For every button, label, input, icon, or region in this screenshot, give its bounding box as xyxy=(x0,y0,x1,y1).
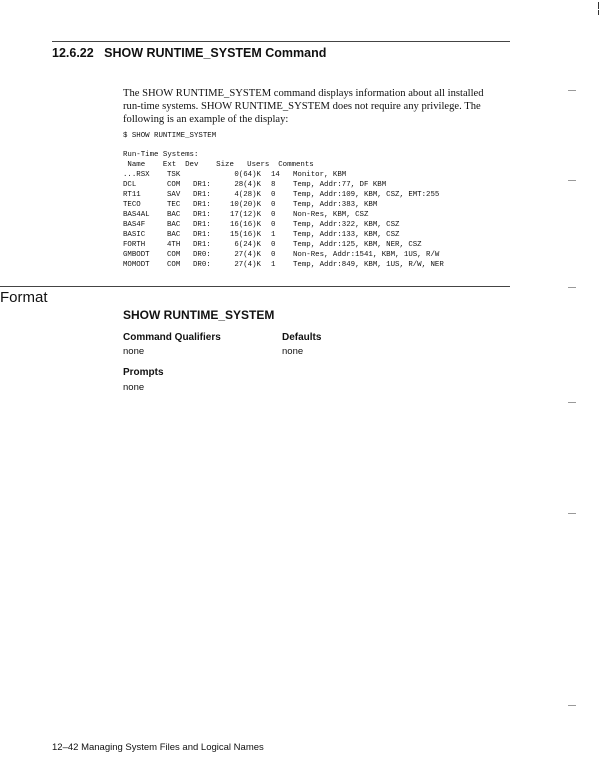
table-row xyxy=(123,250,444,260)
format-command: SHOW RUNTIME_SYSTEM xyxy=(123,308,275,322)
cell-users: 8 xyxy=(271,181,276,190)
table-row xyxy=(123,210,444,220)
cell-ext: COM xyxy=(167,251,181,260)
edge-mark xyxy=(598,10,599,15)
cell-comments: Monitor, KBM xyxy=(293,171,347,179)
cell-dev: DR1: xyxy=(193,231,211,240)
table-row xyxy=(123,240,444,250)
cell-name: ...RSX xyxy=(123,171,150,179)
section-title: SHOW RUNTIME_SYSTEM Command xyxy=(104,46,327,60)
cell-dev: DR1: xyxy=(193,241,211,250)
cell-comments: Temp, Addr:133, KBM, CSZ xyxy=(293,231,400,240)
table-row xyxy=(123,170,444,180)
cell-name: MOMODT xyxy=(123,261,150,270)
cell-comments: Temp, Addr:77, DF KBM xyxy=(293,181,387,190)
qualifiers-value: none xyxy=(123,346,145,357)
cell-name: BAS4F xyxy=(123,221,146,230)
section-number: 12.6.22 xyxy=(52,46,94,60)
prompts-label: Prompts xyxy=(123,367,164,378)
cell-dev: DR1: xyxy=(193,221,211,230)
cell-name: DCL xyxy=(123,181,137,190)
cell-dev: DR1: xyxy=(193,201,211,210)
example-command: $ SHOW RUNTIME_SYSTEM xyxy=(123,132,217,140)
table-row xyxy=(123,200,444,210)
cell-comments: Temp, Addr:383, KBM xyxy=(293,201,378,210)
section-rule xyxy=(52,41,510,42)
cell-ext: 4TH xyxy=(167,241,181,250)
cell-users: 0 xyxy=(271,211,276,220)
prompts-value: none xyxy=(123,382,145,393)
display-title: Run-Time Systems: xyxy=(123,151,199,159)
cell-ext: COM xyxy=(167,261,181,270)
cell-ext: TEC xyxy=(167,201,181,210)
margin-mark xyxy=(568,402,576,403)
cell-dev: DR1: xyxy=(193,181,211,190)
cell-name: TECO xyxy=(123,201,141,210)
cell-dev: DR0: xyxy=(193,251,211,260)
cell-comments: Temp, Addr:849, KBM, 1US, R/W, NER xyxy=(293,261,444,270)
table-row xyxy=(123,190,444,200)
cell-name: BAS4AL xyxy=(123,211,150,220)
cell-users: 0 xyxy=(271,191,276,200)
format-heading: Format xyxy=(0,289,48,306)
intro-paragraph: The SHOW RUNTIME_SYSTEM command displays information about all installed run-time systems. SHOW RUNTIME_SYSTEM does not require any privilege. The following is an example of the display: xyxy=(123,88,484,125)
cell-size: 10(20)K xyxy=(229,201,261,210)
cell-users: 0 xyxy=(271,221,276,230)
margin-mark xyxy=(568,90,576,91)
cell-comments: Non-Res, Addr:1541, KBM, 1US, R/W xyxy=(293,251,440,260)
defaults-value: none xyxy=(282,346,304,357)
cell-size: 27(4)K xyxy=(234,251,261,260)
cell-users: 0 xyxy=(271,251,276,260)
cell-dev: DR1: xyxy=(193,211,211,220)
footer-page-number: 12–42 xyxy=(52,742,79,753)
cell-users: 1 xyxy=(271,261,276,270)
defaults-label: Defaults xyxy=(282,332,322,343)
format-rule xyxy=(0,286,510,287)
runtime-systems-table xyxy=(123,170,444,270)
footer-text: Managing System Files and Logical Names xyxy=(81,742,264,753)
edge-mark xyxy=(598,2,599,9)
table-row xyxy=(123,230,444,240)
cell-dev xyxy=(193,170,221,180)
cell-size: 0(64)K xyxy=(234,171,261,179)
cell-users: 0 xyxy=(271,201,276,210)
cell-name: FORTH xyxy=(123,241,146,250)
cell-comments: Non-Res, KBM, CSZ xyxy=(293,211,369,220)
qualifiers-label: Command Qualifiers xyxy=(123,332,221,343)
margin-mark xyxy=(568,180,576,181)
cell-ext: BAC xyxy=(167,231,181,240)
cell-size: 6(24)K xyxy=(234,241,261,250)
margin-mark xyxy=(568,513,576,514)
display-header: Name Ext Dev Size Users Comments xyxy=(123,161,314,169)
table-row xyxy=(123,220,444,230)
cell-ext: SAV xyxy=(167,191,181,200)
cell-ext: TSK xyxy=(167,171,181,179)
cell-comments: Temp, Addr:109, KBM, CSZ, EMT:255 xyxy=(293,191,440,200)
cell-size: 28(4)K xyxy=(234,181,261,190)
page-footer xyxy=(52,742,264,753)
cell-users: 14 xyxy=(271,171,280,179)
cell-size: 15(16)K xyxy=(229,231,261,240)
cell-ext: BAC xyxy=(167,211,181,220)
cell-ext: COM xyxy=(167,181,181,190)
cell-users: 1 xyxy=(271,231,276,240)
cell-comments: Temp, Addr:322, KBM, CSZ xyxy=(293,221,400,230)
margin-mark xyxy=(568,287,576,288)
cell-dev: DR1: xyxy=(193,191,211,200)
cell-ext: BAC xyxy=(167,221,181,230)
cell-dev: DR0: xyxy=(193,261,211,270)
table-row xyxy=(123,180,444,190)
cell-comments: Temp, Addr:125, KBM, NER, CSZ xyxy=(293,241,422,250)
table-row xyxy=(123,260,444,270)
margin-mark xyxy=(568,705,576,706)
cell-name: BASIC xyxy=(123,231,146,240)
section-heading xyxy=(52,46,326,60)
cell-users: 0 xyxy=(271,241,276,250)
cell-name: RT11 xyxy=(123,191,141,200)
cell-size: 17(12)K xyxy=(229,211,261,220)
cell-size: 4(28)K xyxy=(234,191,261,200)
cell-size: 27(4)K xyxy=(234,261,261,270)
cell-name: GMBODT xyxy=(123,251,150,260)
cell-size: 16(16)K xyxy=(229,221,261,230)
